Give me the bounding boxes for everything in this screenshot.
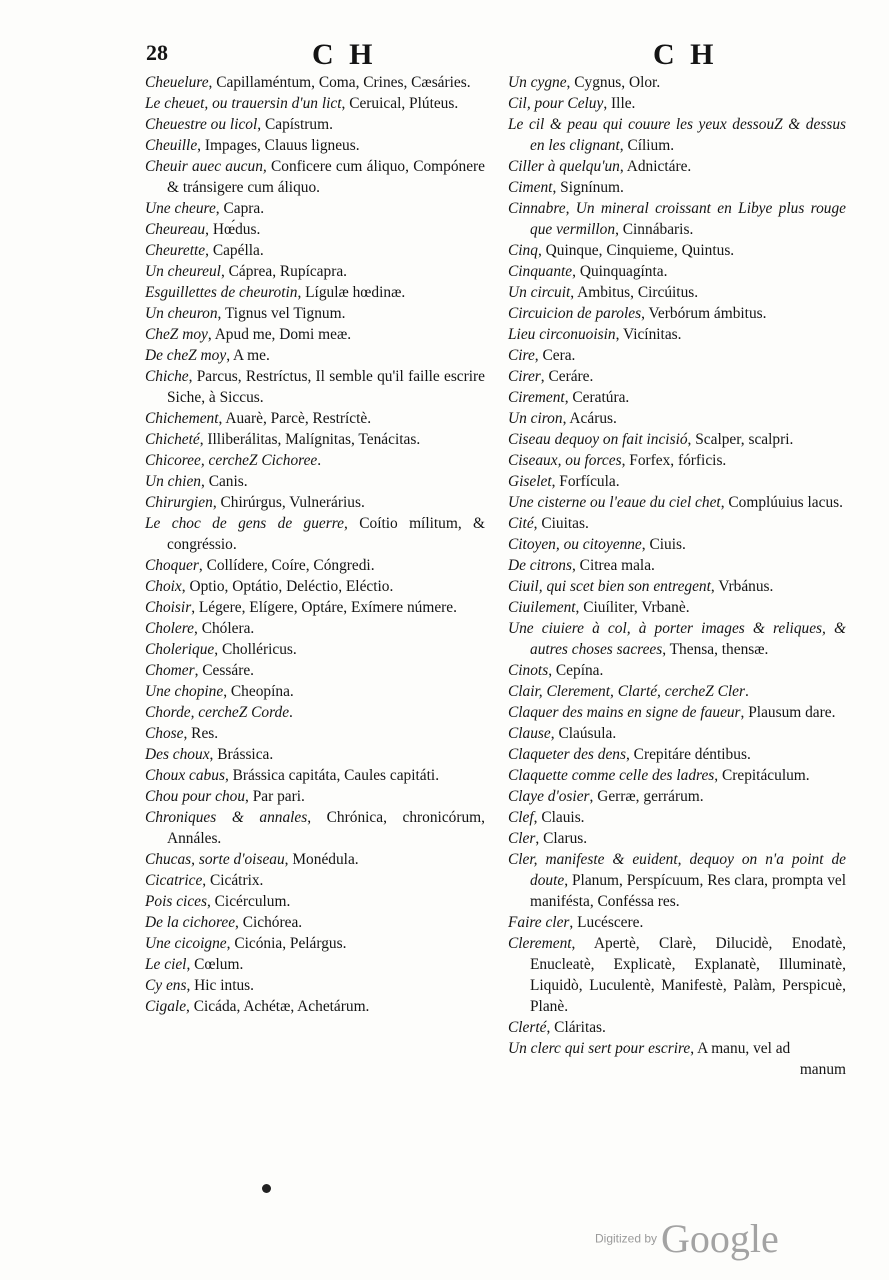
entry-headword: Chou pour chou: [145, 788, 246, 805]
entry-translation: , Par pari.: [245, 788, 305, 805]
dictionary-entry: [508, 177, 846, 198]
dictionary-entry: [145, 933, 485, 954]
entry-headword: Clause: [508, 725, 551, 742]
dictionary-entry: [145, 702, 485, 723]
entry-translation: , Optio, Optátio, Deléctio, Eléctio.: [181, 578, 394, 595]
entry-translation: , Ambitus, Circúitus.: [570, 284, 699, 301]
entry-translation: , Cicátrix.: [202, 872, 264, 889]
entry-translation: , Auarè, Parcè, Restríctè.: [218, 410, 372, 427]
dictionary-entry: [508, 366, 846, 387]
dictionary-entry: [508, 429, 846, 450]
entry-translation: , Ille.: [603, 95, 636, 112]
entry-translation: , Res.: [183, 725, 219, 742]
entry-translation: , Cœlum.: [186, 956, 244, 973]
entry-translation: , Clauis.: [533, 809, 585, 826]
entry-translation: , Cera.: [534, 347, 576, 364]
entry-translation: .: [289, 704, 293, 721]
entry-translation: , Clarus.: [535, 830, 588, 847]
entry-translation: , Cessáre.: [194, 662, 254, 679]
dictionary-entry: [145, 72, 485, 93]
entry-headword: Cirer: [508, 368, 541, 385]
entry-headword: Cirement: [508, 389, 565, 406]
entry-headword: Chiche: [145, 368, 189, 385]
dictionary-entry: [508, 765, 846, 786]
entry-translation: , Cepína.: [548, 662, 604, 679]
dictionary-entry: [508, 345, 846, 366]
entry-headword: De citrons: [508, 557, 572, 574]
dictionary-entry: [145, 576, 485, 597]
entry-translation: , Légere, Elígere, Optáre, Exímere númere.: [191, 599, 457, 616]
dictionary-entry: [145, 135, 485, 156]
entry-headword: Cheuestre ou licol: [145, 116, 258, 133]
entry-headword: Une ciuiere à col, à porter images & reliques, & autres choses sacrees: [508, 620, 846, 658]
dictionary-entry: [145, 345, 485, 366]
entry-headword: Cheuir auec aucun,: [145, 158, 267, 175]
entry-translation: , Chirúrgus, Vulnerárius.: [212, 494, 365, 511]
dictionary-entry: [508, 912, 846, 933]
entry-translation: , Signínum.: [552, 179, 624, 196]
entry-translation: , Plausum dare.: [740, 704, 836, 721]
entry-translation: , Apertè, Clarè, Dilucidè, Enodatè, Enucleatè, Explicatè, Explanatè, Illuminatè, Liquidò, Luculentè, Manifestè, Palàm, Perspicuè, Planè.: [530, 935, 846, 1015]
dictionary-entry: [145, 870, 485, 891]
entry-headword: Clef: [508, 809, 534, 826]
entry-translation: , Cicérculum.: [206, 893, 291, 910]
entry-headword: Ciment: [508, 179, 553, 196]
dictionary-entry: [508, 597, 846, 618]
dictionary-entry: [508, 471, 846, 492]
dictionary-entry: [508, 1038, 846, 1059]
dictionary-entry: [508, 807, 846, 828]
entry-translation: , Cichórea.: [235, 914, 303, 931]
entry-headword: Ciuil, qui scet bien son entregent: [508, 578, 711, 595]
entry-headword: Cler: [508, 830, 536, 847]
dictionary-entry: [145, 618, 485, 639]
dictionary-entry: [508, 933, 846, 1017]
entry-translation: , Cinnábaris.: [615, 221, 694, 238]
entry-headword: Ciseaux, ou forces: [508, 452, 622, 469]
entry-headword: Des choux: [145, 746, 210, 763]
running-head-right: C H: [653, 38, 718, 71]
dictionary-entry: [145, 954, 485, 975]
dictionary-entry: [145, 114, 485, 135]
entry-headword: Chroniques & annales: [145, 809, 308, 826]
entry-headword: Une chopine: [145, 683, 224, 700]
dictionary-entry: [145, 429, 485, 450]
entry-headword: Cinnabre, Un mineral croissant en Libye plus rouge que vermillon: [508, 200, 846, 238]
dictionary-entry: [145, 555, 485, 576]
entry-translation: , Cáprea, Rupícapra.: [220, 263, 348, 280]
entry-headword: Cigale: [145, 998, 187, 1015]
entry-headword: Claye d'osier: [508, 788, 590, 805]
entry-headword: Cheurette: [145, 242, 206, 259]
entry-translation: , Hœ́dus.: [205, 221, 261, 238]
entry-headword: Giselet: [508, 473, 552, 490]
dictionary-entry: [508, 282, 846, 303]
dictionary-entry: [145, 996, 485, 1017]
entry-headword: Cil, pour Celuy: [508, 95, 604, 112]
entry-headword: Cheuelure: [145, 74, 209, 91]
entry-translation: , Hic intus.: [186, 977, 255, 994]
entry-headword: Ciller à quelqu'un: [508, 158, 620, 175]
entry-headword: Chichement: [145, 410, 219, 427]
dictionary-entry: [508, 702, 846, 723]
entry-translation: , Gerræ, gerrárum.: [589, 788, 704, 805]
dictionary-entry: [145, 240, 485, 261]
dictionary-entry: [508, 93, 846, 114]
dictionary-entry: [508, 72, 846, 93]
dictionary-entry: [145, 723, 485, 744]
entry-headword: Cicatrice: [145, 872, 203, 889]
page-number: 28: [146, 40, 168, 65]
entry-translation: , Complúuius lacus.: [720, 494, 843, 511]
entry-headword: Claqueter des dens: [508, 746, 626, 763]
entry-translation: , Planum, Perspícuum, Res clara, prompta vel manifésta, Conféssa res.: [530, 872, 846, 910]
entry-headword: Cler, manifeste & euident, dequoy on n'a point de doute: [508, 851, 846, 889]
entry-translation: , Illiberálitas, Malígnitas, Tenácitas.: [199, 431, 421, 448]
google-watermark: [595, 1215, 779, 1262]
dictionary-entry: [145, 513, 485, 555]
dictionary-entry: [508, 576, 846, 597]
entry-translation: , Brássica capitáta, Caules capitáti.: [224, 767, 440, 784]
entry-headword: Un ciron: [508, 410, 563, 427]
entry-headword: Une cicoigne: [145, 935, 227, 952]
entry-translation: , Cláritas.: [546, 1019, 606, 1036]
entry-translation: , Forfex, fórficis.: [621, 452, 727, 469]
entry-headword: Chicheté: [145, 431, 200, 448]
entry-headword: Le cheuet, ou trauersin d'un lict: [145, 95, 342, 112]
entry-translation: , A me.: [226, 347, 270, 364]
entry-headword: Un cheuron: [145, 305, 218, 322]
entry-headword: CheZ moy: [145, 326, 208, 343]
entry-headword: Un chien: [145, 473, 201, 490]
entry-headword: Le choc de gens de guerre: [145, 515, 345, 532]
entry-headword: Circuicion de paroles: [508, 305, 642, 322]
entry-translation: , Coítio mílitum, & congréssio.: [167, 515, 486, 553]
entry-translation: , Cicáda, Achétæ, Achetárum.: [186, 998, 370, 1015]
dictionary-entry: [145, 303, 485, 324]
dictionary-entry: [508, 198, 846, 240]
entry-translation: , Cygnus, Olor.: [566, 74, 661, 91]
dictionary-entry: [145, 786, 485, 807]
entry-headword: Un clerc qui sert pour escrire: [508, 1040, 691, 1057]
dictionary-entry: [508, 534, 846, 555]
entry-translation: , Vrbánus.: [710, 578, 774, 595]
watermark-prefix: Digitized by: [595, 1231, 658, 1246]
dictionary-entry: [508, 723, 846, 744]
dictionary-entry: [508, 513, 846, 534]
entry-translation: .: [317, 452, 322, 469]
entry-translation: , Ceruical, Plúteus.: [341, 95, 459, 112]
entry-headword: Choix: [145, 578, 182, 595]
entry-translation: , Capillaméntum, Coma, Crines, Cæsáries.: [208, 74, 471, 91]
entry-headword: Le ciel: [145, 956, 187, 973]
dictionary-entry: [508, 450, 846, 471]
entry-translation: , Ciuis.: [641, 536, 686, 553]
dictionary-entry: [508, 492, 846, 513]
dictionary-entry: [145, 366, 485, 408]
entry-headword: Chicoree, cercheZ Cichoree: [145, 452, 318, 469]
dictionary-entry: [508, 786, 846, 807]
dictionary-entry: [145, 807, 485, 849]
entry-headword: Citoyen, ou citoyenne: [508, 536, 642, 553]
entry-translation: , Cicónia, Pelárgus.: [226, 935, 347, 952]
entry-headword: Pois cices: [145, 893, 207, 910]
entry-headword: Cheuille: [145, 137, 198, 154]
entry-headword: Clerement: [508, 935, 572, 952]
dictionary-entry: [508, 240, 846, 261]
entry-headword: Claquette comme celle des ladres: [508, 767, 715, 784]
google-logo: Google: [661, 1216, 779, 1261]
entry-headword: Chucas, sorte d'oiseau: [145, 851, 285, 868]
entry-translation: Conficere cum áliquo, Compónere & tránsigere cum áliquo.: [167, 158, 485, 196]
entry-translation: .: [744, 683, 749, 700]
ink-dot: [262, 1184, 271, 1193]
entry-translation: , Quinque, Cinquieme, Quintus.: [537, 242, 735, 259]
dictionary-entry: [145, 849, 485, 870]
dictionary-entry: [508, 1017, 846, 1038]
dictionary-entry: [145, 597, 485, 618]
entry-headword: Clerté: [508, 1019, 547, 1036]
entry-translation: , Chólera.: [194, 620, 255, 637]
entry-translation: , Lucéscere.: [569, 914, 644, 931]
entry-translation: , Collídere, Coíre, Cóngredi.: [198, 557, 375, 574]
dictionary-entry: [508, 681, 846, 702]
entry-translation: , Capélla.: [205, 242, 264, 259]
dictionary-entry: [145, 765, 485, 786]
entry-headword: Cire: [508, 347, 535, 364]
entry-translation: , Canis.: [201, 473, 248, 490]
entry-headword: De la cichoree: [145, 914, 236, 931]
entry-headword: Chomer: [145, 662, 195, 679]
entry-headword: Claquer des mains en signe de faueur: [508, 704, 741, 721]
entry-headword: Choquer: [145, 557, 199, 574]
dictionary-entry: [508, 408, 846, 429]
dictionary-entry: [145, 324, 485, 345]
dictionary-entry: [145, 471, 485, 492]
entry-translation: , Scalper, scalpri.: [687, 431, 794, 448]
entry-translation: , Parcus, Restríctus, Il semble qu'il faille escrire Siche, à Siccus.: [167, 368, 485, 406]
entry-translation: , Claúsula.: [550, 725, 617, 742]
entry-headword: De cheZ moy: [145, 347, 227, 364]
left-column: [145, 72, 485, 1017]
entry-translation: , Verbórum ámbitus.: [641, 305, 767, 322]
entry-translation: , Thensa, thensæ.: [662, 641, 769, 658]
entry-headword: Un cheureul: [145, 263, 221, 280]
dictionary-entry: [508, 849, 846, 912]
dictionary-entry: [508, 156, 846, 177]
dictionary-entry: [508, 828, 846, 849]
dictionary-entry: [145, 891, 485, 912]
entry-headword: Choisir: [145, 599, 192, 616]
dictionary-entry: [145, 975, 485, 996]
dictionary-entry: [145, 744, 485, 765]
entry-headword: Un circuit: [508, 284, 571, 301]
entry-headword: Ciseau dequoy on fait incisió: [508, 431, 688, 448]
entry-translation: , Capra.: [215, 200, 265, 217]
dictionary-entry: [145, 198, 485, 219]
entry-translation: , Acárus.: [562, 410, 617, 427]
dictionary-entry: [145, 282, 485, 303]
entry-translation: , Lígulæ hœdinæ.: [297, 284, 406, 301]
dictionary-entry: [145, 660, 485, 681]
dictionary-entry: [508, 114, 846, 156]
running-head-left: C H: [312, 38, 377, 71]
entry-translation: , Adnictáre.: [619, 158, 692, 175]
entry-translation: , Ciuitas.: [533, 515, 589, 532]
entry-headword: Cheureau: [145, 221, 206, 238]
dictionary-entry: [145, 492, 485, 513]
right-column: [508, 72, 846, 1080]
entry-translation: , Impages, Clauus ligneus.: [197, 137, 360, 154]
entry-translation: , Capístrum.: [257, 116, 333, 133]
entry-headword: Un cygne: [508, 74, 567, 91]
entry-headword: Cholerique: [145, 641, 215, 658]
entry-translation: , Brássica.: [209, 746, 274, 763]
entry-headword: Cinots: [508, 662, 549, 679]
dictionary-entry: [145, 912, 485, 933]
entry-headword: Cy ens: [145, 977, 187, 994]
entry-translation: , Crepitáculum.: [714, 767, 810, 784]
entry-translation: , Forfícula.: [551, 473, 620, 490]
entry-headword: Ciuilement: [508, 599, 576, 616]
dictionary-entry: [508, 303, 846, 324]
entry-headword: Cinq: [508, 242, 538, 259]
entry-translation: , Crepitáre déntibus.: [625, 746, 751, 763]
dictionary-entry: [508, 261, 846, 282]
dictionary-entry: [508, 618, 846, 660]
entry-translation: , Citrea mala.: [571, 557, 655, 574]
entry-translation: , Tignus vel Tignum.: [217, 305, 346, 322]
entry-translation: , Ceráre.: [540, 368, 594, 385]
entry-headword: Esguillettes de cheurotin: [145, 284, 298, 301]
entry-continuation: manum: [799, 1061, 846, 1078]
entry-translation: , Vicínitas.: [615, 326, 682, 343]
entry-translation: , Cheopína.: [223, 683, 294, 700]
entry-headword: Choux cabus: [145, 767, 225, 784]
entry-translation: , Apud me, Domi meæ.: [207, 326, 352, 343]
dictionary-entry: [508, 660, 846, 681]
dictionary-entry: [508, 387, 846, 408]
entry-translation: , Monédula.: [284, 851, 359, 868]
dictionary-entry: [145, 450, 485, 471]
entry-headword: Lieu circonuoisin: [508, 326, 616, 343]
entry-headword: Le cil & peau qui couure les yeux dessouZ & dessus en les clignant: [508, 116, 846, 154]
dictionary-entry: [145, 219, 485, 240]
entry-headword: Chirurgien: [145, 494, 213, 511]
dictionary-entry: [145, 681, 485, 702]
entry-headword: Une cisterne ou l'eaue du ciel chet: [508, 494, 721, 511]
dictionary-entry: [145, 261, 485, 282]
entry-translation: , Ciuíliter, Vrbanè.: [575, 599, 690, 616]
entry-headword: Chose: [145, 725, 184, 742]
entry-headword: Cholere: [145, 620, 195, 637]
entry-translation: , Cholléricus.: [214, 641, 297, 658]
dictionary-entry: [145, 93, 485, 114]
entry-translation: , Ceratúra.: [564, 389, 630, 406]
entry-translation: , Quinquagínta.: [572, 263, 668, 280]
dictionary-entry: [508, 744, 846, 765]
entry-translation: , Cílium.: [619, 137, 675, 154]
entry-headword: Une cheure: [145, 200, 216, 217]
entry-headword: Faire cler: [508, 914, 570, 931]
entry-headword: Cité: [508, 515, 534, 532]
dictionary-entry: [508, 324, 846, 345]
dictionary-entry: [145, 156, 485, 198]
dictionary-entry: [508, 555, 846, 576]
entry-translation: , A manu, vel ad: [690, 1040, 791, 1057]
dictionary-entry: [145, 639, 485, 660]
entry-headword: Cinquante: [508, 263, 573, 280]
dictionary-entry: [145, 408, 485, 429]
entry-headword: Clair, Clerement, Clarté, cercheZ Cler: [508, 683, 745, 700]
entry-translation: , Chrónica, chronicórum, Annáles.: [167, 809, 485, 847]
entry-headword: Chorde, cercheZ Corde: [145, 704, 290, 721]
